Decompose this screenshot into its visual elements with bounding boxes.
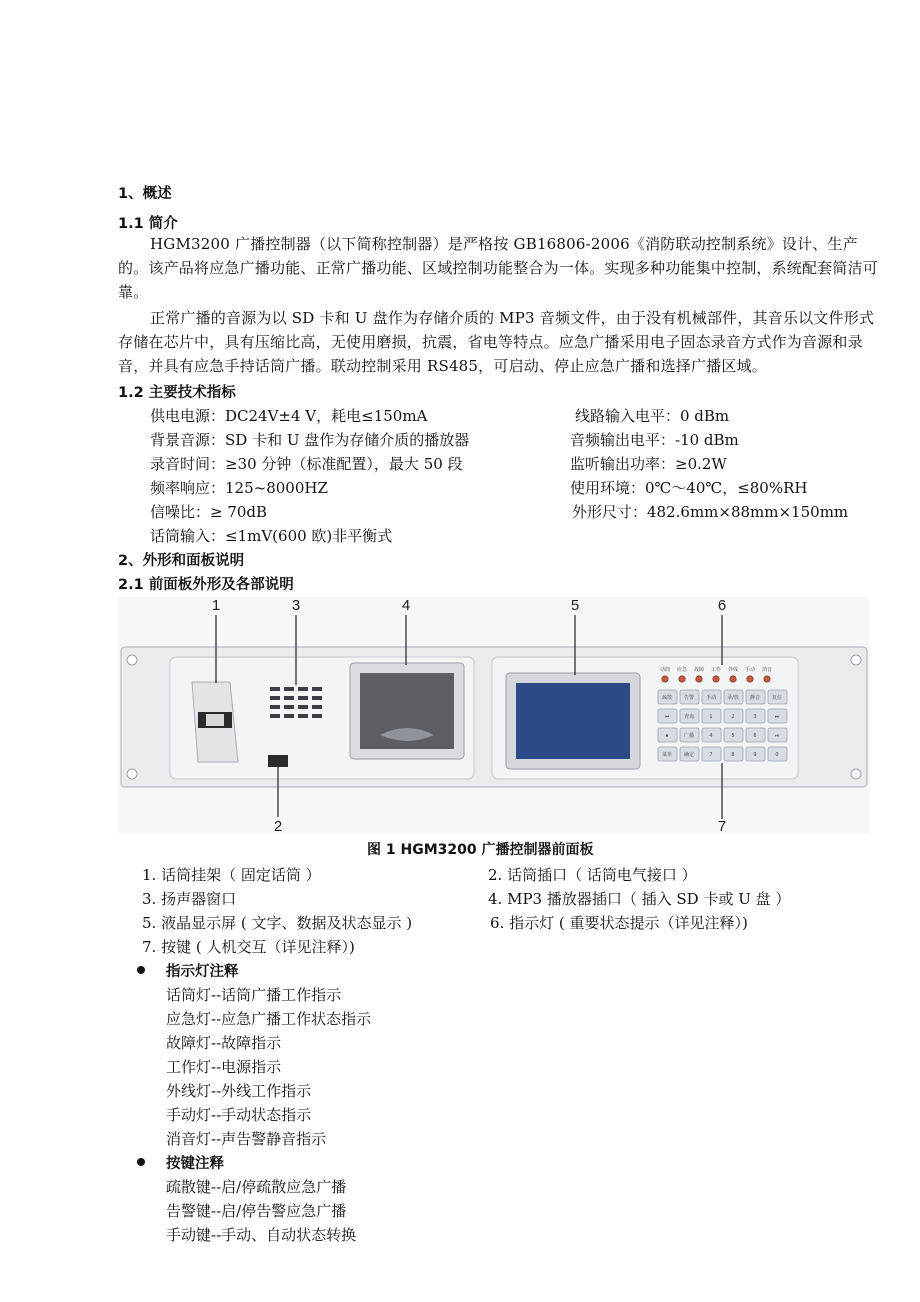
led-label-mute: 消音	[761, 667, 773, 673]
led-label-mic: 话筒	[659, 667, 671, 673]
spec-left-2: 背景音源：SD 卡和 U 盘作为存储介质的播放器	[150, 431, 470, 449]
led-note-2: 应急灯--应急广播工作状态指示	[166, 1010, 372, 1028]
section-1-2-title: 1.2 主要技术指标	[118, 385, 236, 401]
spec-right-3: 监听输出功率：≥0.2W	[570, 455, 727, 473]
key-3: 3	[753, 714, 757, 720]
callout-7: 7	[717, 818, 727, 833]
led-label-emergency: 应急	[676, 667, 688, 673]
callout-4: 4	[401, 597, 411, 614]
key-6: 6	[753, 733, 757, 739]
key-manual: 手动	[705, 695, 717, 701]
key-reset: 复位	[771, 695, 783, 701]
section-1-1-title: 1.1 简介	[118, 216, 178, 232]
key-mute: 静音	[749, 695, 761, 701]
spec-left-4: 频率响应：125~8000HZ	[150, 479, 328, 497]
section-1-title: 1、概述	[118, 186, 172, 202]
spec-right-2: 音频输出电平：-10 dBm	[570, 431, 739, 449]
spec-left-1: 供电电源：DC24V±4 V，耗电≤150mA	[150, 407, 428, 425]
part-2: 2. 话筒插口（ 话筒电气接口 ）	[488, 866, 697, 884]
key-note-1: 疏散键--启/停疏散应急广播	[166, 1178, 347, 1196]
part-4: 4. MP3 播放器插口（ 插入 SD 卡或 U 盘 ）	[488, 890, 791, 908]
part-7: 7. 按键 ( 人机交互（详见注释）)	[142, 938, 355, 956]
callout-3: 3	[291, 597, 301, 614]
part-3: 3. 扬声器窗口	[142, 890, 237, 908]
key-0: 0	[775, 752, 779, 758]
key-menu: 菜单	[661, 752, 673, 758]
key-prev: ⏮	[664, 714, 670, 720]
key-alarm: 告警	[683, 695, 695, 701]
key-notes-title: 按键注释	[166, 1156, 224, 1172]
part-1: 1. 话筒挂架（ 固定话筒 ）	[142, 866, 321, 884]
led-note-7: 消音灯--声告警静音指示	[166, 1130, 327, 1148]
key-broadcast: 广播	[683, 733, 695, 739]
key-7: 7	[709, 752, 713, 758]
led-note-5: 外线灯--外线工作指示	[166, 1082, 312, 1100]
led-label-work: 工作	[710, 667, 722, 673]
key-query: 查询	[683, 714, 695, 720]
bullet-icon	[137, 1158, 145, 1166]
bullet-icon	[137, 966, 145, 974]
led-note-4: 工作灯--电源指示	[166, 1058, 282, 1076]
key-record: 录/放	[727, 695, 739, 701]
section-2-1-title: 2.1 前面板外形及各部说明	[118, 577, 294, 593]
key-1: 1	[709, 714, 713, 720]
intro-paragraph-2: 正常广播的音源为以 SD 卡和 U 盘作为存储介质的 MP3 音频文件，由于没有机械部件，其音乐以文件形式存储在芯片中，具有压缩比高，无使用磨损，抗震，省电等特点。应急广播采用电子固态录音方式作为音源和录音，并具有应急手持话筒广播。联动控制采用 RS485，可启动、停止应急广播和选择广播区域。	[118, 309, 875, 375]
part-6: 6. 指示灯 ( 重要状态提示（详见注释）)	[490, 914, 748, 932]
callout-1: 1	[211, 597, 221, 614]
led-notes-title: 指示灯注释	[166, 964, 239, 980]
key-5: 5	[731, 733, 735, 739]
key-note-3: 手动键--手动、自动状态转换	[166, 1226, 357, 1244]
led-label-manual: 手动	[744, 667, 756, 673]
figure-caption: 图 1 HGM3200 广播控制器前面板	[367, 842, 594, 858]
key-9: 9	[753, 752, 757, 758]
key-play-pause: ⏯	[774, 733, 780, 739]
key-8: 8	[731, 752, 735, 758]
spec-right-1: 线路输入电平：0 dBm	[575, 407, 730, 425]
key-next: ⏭	[774, 714, 780, 720]
front-panel-figure	[118, 597, 870, 833]
key-2: 2	[731, 714, 735, 720]
key-note-2: 告警键--启/停告警应急广播	[166, 1202, 347, 1220]
led-label-fault: 故障	[693, 667, 705, 673]
key-4: 4	[709, 733, 713, 739]
key-stop: ⏹	[665, 733, 669, 739]
led-note-3: 故障灯--故障指示	[166, 1034, 282, 1052]
key-confirm: 确定	[683, 752, 695, 758]
spec-left-3: 录音时间：≥30 分钟（标准配置），最大 50 段	[150, 455, 463, 473]
callout-5: 5	[570, 597, 580, 614]
intro-paragraph-1: HGM3200 广播控制器（以下简称控制器）是严格按 GB16806-2006《消防联动控制系统》设计、生产的。该产品将应急广播功能、正常广播功能、区域控制功能整合为一体。实现多种功能集中控制，系统配套简洁可靠。	[118, 235, 879, 301]
spec-left-6: 话筒输入：≤1mV(600 欧)非平衡式	[150, 527, 393, 545]
spec-right-5: 外形尺寸：482.6mm×88mm×150mm	[572, 503, 849, 521]
callout-2: 2	[273, 818, 283, 833]
section-2-title: 2、外形和面板说明	[118, 553, 245, 569]
led-label-external: 外线	[727, 667, 739, 673]
part-5: 5. 液晶显示屏 ( 文字、数据及状态显示 )	[142, 914, 413, 932]
key-evacuate: 疏散	[661, 695, 673, 701]
led-note-1: 话筒灯--话筒广播工作指示	[166, 986, 342, 1004]
spec-left-5: 信噪比：≥ 70dB	[150, 503, 268, 521]
led-note-6: 手动灯--手动状态指示	[166, 1106, 312, 1124]
callout-6: 6	[717, 597, 727, 614]
spec-right-4: 使用环境：0℃～40℃，≤80%RH	[570, 479, 808, 497]
